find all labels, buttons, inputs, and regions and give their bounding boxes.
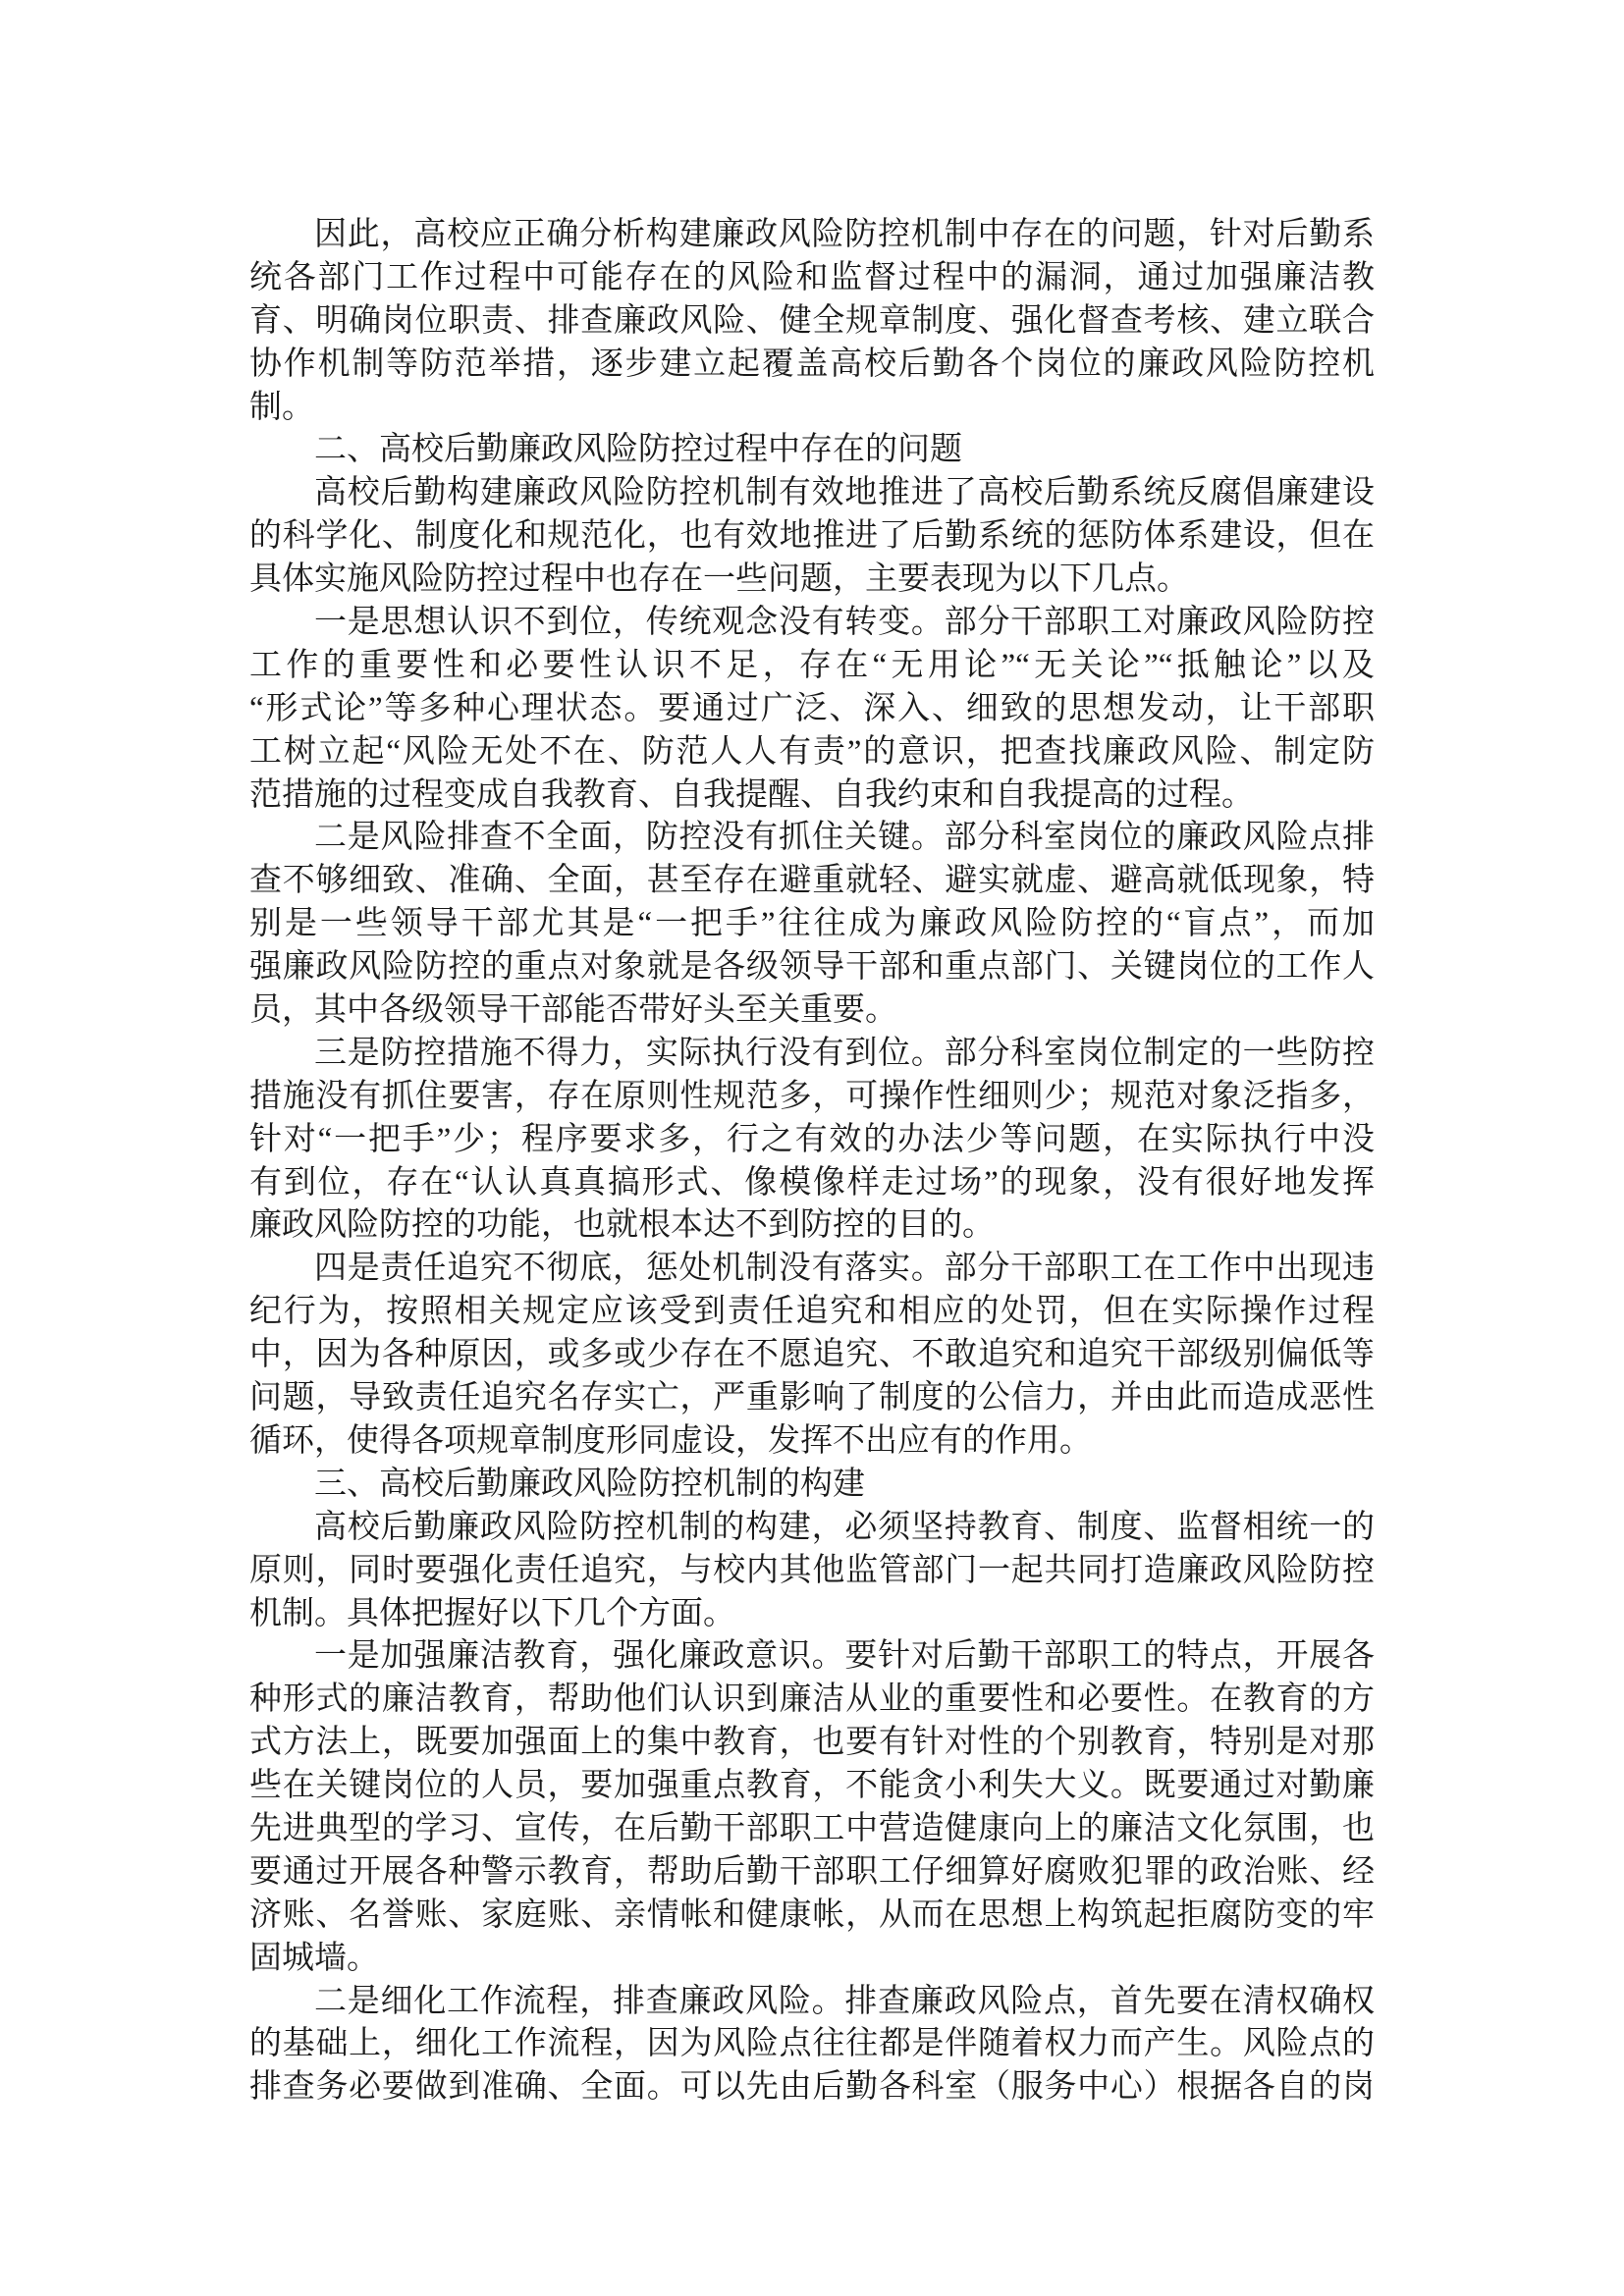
text-line: 制。 xyxy=(249,389,314,425)
text-line: 种形式的廉洁教育，帮助他们认识到廉洁从业的重要性和必要性。在教育的方 xyxy=(249,1682,1375,1718)
text-line: 别是一些领导干部尤其是“一把手”往往成为廉政风险防控的“盲点”，而加 xyxy=(249,906,1375,942)
text-line: 工树立起“风险无处不在、防范人人有责”的意识，把查找廉政风险、制定防 xyxy=(249,733,1375,770)
text-line: 具体实施风险防控过程中也存在一些问题，主要表现为以下几点。 xyxy=(249,561,1189,598)
section-heading xyxy=(249,1464,1375,1507)
text-line: 济账、名誉账、家庭账、亲情帐和健康帐，从而在思想上构筑起拒腐防变的牢 xyxy=(249,1896,1375,1933)
text-line: 针对“一把手”少；程序要求多，行之有效的办法少等问题，在实际执行中没 xyxy=(249,1121,1375,1157)
paragraph xyxy=(249,472,1375,602)
text-line: 些在关键岗位的人员，要加强重点教育，不能贪小利失大义。既要通过对勤廉 xyxy=(249,1768,1375,1804)
paragraph xyxy=(249,1033,1375,1248)
paragraph xyxy=(249,1635,1375,1980)
text-line: 范措施的过程变成自我教育、自我提醒、自我约束和自我提高的过程。 xyxy=(249,776,1254,813)
text-line: 要通过开展各种警示教育，帮助后勤干部职工仔细算好腐败犯罪的政治账、经 xyxy=(249,1853,1375,1890)
text-line: 统各部门工作过程中可能存在的风险和监督过程中的漏洞，通过加强廉洁教 xyxy=(249,259,1375,295)
paragraph xyxy=(249,1248,1375,1463)
paragraph xyxy=(249,214,1375,429)
text-line: 一是加强廉洁教育，强化廉政意识。要针对后勤干部职工的特点，开展各 xyxy=(314,1638,1375,1675)
text-line: 先进典型的学习、宣传，在后勤干部职工中营造健康向上的廉洁文化氛围，也 xyxy=(249,1810,1375,1846)
text-line: 三、高校后勤廉政风险防控机制的构建 xyxy=(314,1466,865,1502)
text-line: 二是风险排查不全面，防控没有抓住关键。部分科室岗位的廉政风险点排 xyxy=(314,820,1375,856)
text-line: 的基础上，细化工作流程，因为风险点往往都是伴随着权力而产生。风险点的 xyxy=(249,2026,1375,2062)
text-line: 工作的重要性和必要性认识不足，存在“无用论”“无关论”“抵触论”以及 xyxy=(249,647,1375,683)
text-line: 三是防控措施不得力，实际执行没有到位。部分科室岗位制定的一些防控 xyxy=(314,1035,1375,1071)
text-line: 循环，使得各项规章制度形同虚设，发挥不出应有的作用。 xyxy=(249,1422,1092,1459)
text-line: 二是细化工作流程，排查廉政风险。排查廉政风险点，首先要在清权确权 xyxy=(314,1983,1375,2019)
paragraph xyxy=(249,817,1375,1032)
text-line: 机制。具体把握好以下几个方面。 xyxy=(249,1595,735,1631)
text-line: 员，其中各级领导干部能否带好头至关重要。 xyxy=(249,992,897,1029)
text-line: 四是责任追究不彻底，惩处机制没有落实。部分干部职工在工作中出现违 xyxy=(314,1251,1375,1287)
text-line: 原则，同时要强化责任追究，与校内其他监管部门一起共同打造廉政风险防控 xyxy=(249,1552,1375,1588)
paragraph xyxy=(249,1507,1375,1636)
text-line: 问题，导致责任追究名存实亡，严重影响了制度的公信力，并由此而造成恶性 xyxy=(249,1380,1375,1416)
section-heading xyxy=(249,429,1375,472)
text-line: 中，因为各种原因，或多或少存在不愿追究、不敢追究和追究干部级别偏低等 xyxy=(249,1337,1375,1373)
text-line: 措施没有抓住要害，存在原则性规范多，可操作性细则少；规范对象泛指多， xyxy=(249,1078,1375,1114)
paragraph xyxy=(249,602,1375,817)
text-line: 一是思想认识不到位，传统观念没有转变。部分干部职工对廉政风险防控 xyxy=(314,605,1375,641)
text-line: 高校后勤构建廉政风险防控机制有效地推进了高校后勤系统反腐倡廉建设 xyxy=(314,475,1375,511)
text-line: 的科学化、制度化和规范化，也有效地推进了后勤系统的惩防体系建设，但在 xyxy=(249,518,1375,555)
text-line: 纪行为，按照相关规定应该受到责任追究和相应的处罚，但在实际操作过程 xyxy=(249,1294,1375,1330)
text-line: 固城墙。 xyxy=(249,1940,379,1976)
text-line: 排查务必要做到准确、全面。可以先由后勤各科室（服务中心）根据各自的岗 xyxy=(249,2069,1375,2106)
text-line: 有到位，存在“认认真真搞形式、像模像样走过场”的现象，没有很好地发挥 xyxy=(249,1164,1375,1201)
text-line: 二、高校后勤廉政风险防控过程中存在的问题 xyxy=(314,432,962,468)
text-line: 查不够细致、准确、全面，甚至存在避重就轻、避实就虚、避高就低现象，特 xyxy=(249,863,1375,899)
text-line: 协作机制等防范举措，逐步建立起覆盖高校后勤各个岗位的廉政风险防控机 xyxy=(249,346,1375,382)
text-line: “形式论”等多种心理状态。要通过广泛、深入、细致的思想发动，让干部职 xyxy=(249,690,1375,726)
text-line: 高校后勤廉政风险防控机制的构建，必须坚持教育、制度、监督相统一的 xyxy=(314,1509,1375,1545)
text-line: 因此，高校应正确分析构建廉政风险防控机制中存在的问题，针对后勤系 xyxy=(314,217,1375,252)
text-line: 育、明确岗位职责、排查廉政风险、健全规章制度、强化督查考核、建立联合 xyxy=(249,302,1375,339)
text-line: 式方法上，既要加强面上的集中教育，也要有针对性的个别教育，特别是对那 xyxy=(249,1725,1375,1761)
text-line: 廉政风险防控的功能，也就根本达不到防控的目的。 xyxy=(249,1207,995,1244)
document-body xyxy=(249,214,1375,2109)
paragraph xyxy=(249,1981,1375,2110)
text-line: 强廉政风险防控的重点对象就是各级领导干部和重点部门、关键岗位的工作人 xyxy=(249,949,1375,986)
